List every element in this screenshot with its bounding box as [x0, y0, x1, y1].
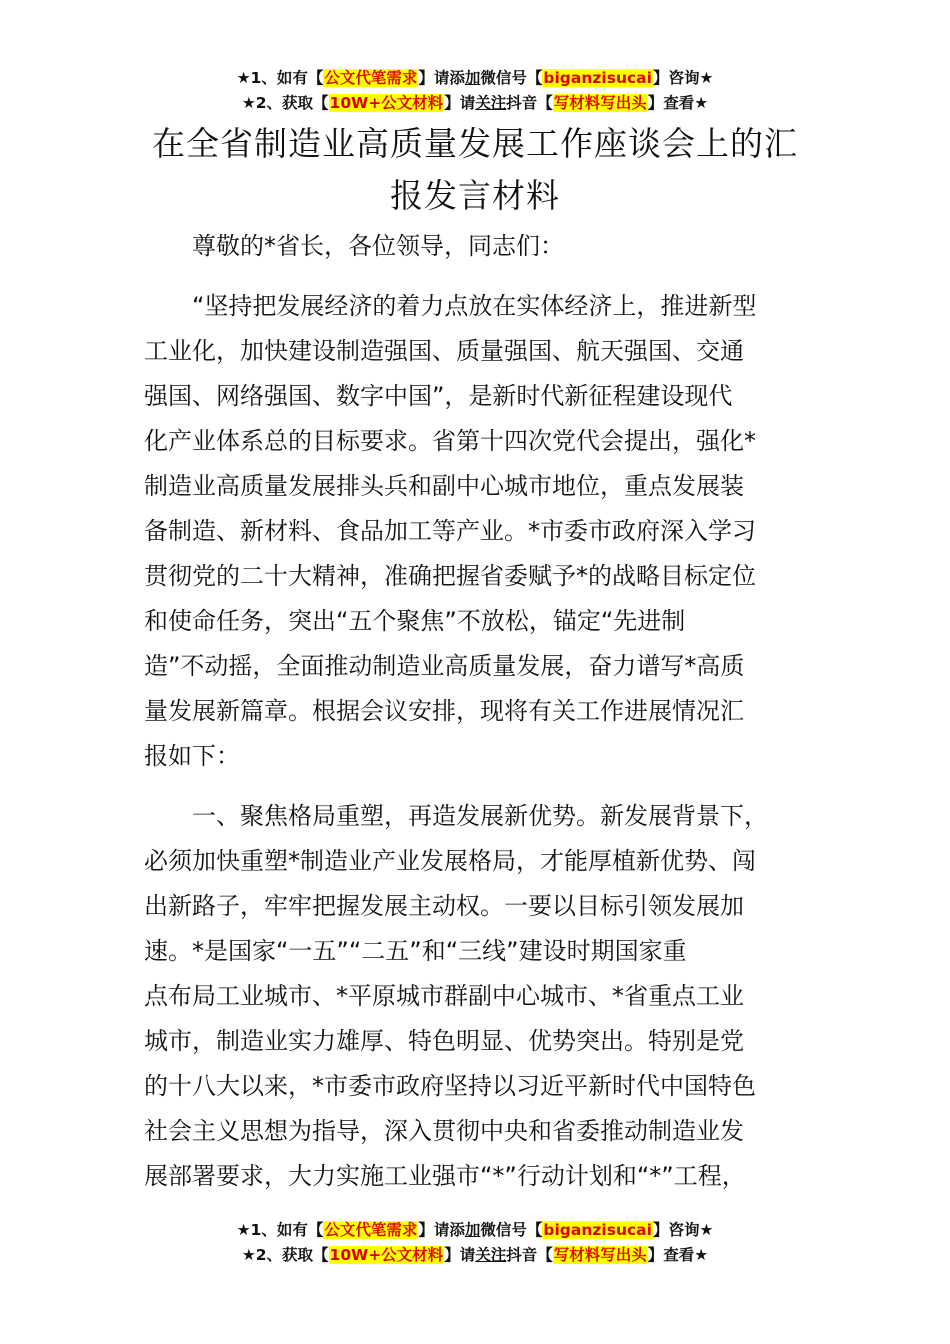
- text-line: 强国、网络强国、数字中国”，是新时代新征程建设现代: [144, 382, 733, 410]
- text-line: 制造业高质量发展排头兵和副中心城市地位，重点发展装: [144, 472, 744, 500]
- banner-text: 】咨询★: [652, 69, 714, 87]
- banner-line-1: [0, 66, 950, 91]
- paragraph: [144, 794, 814, 1199]
- banner-text: 抖音【: [506, 94, 553, 112]
- banner-text: 微信号【: [480, 69, 543, 87]
- title-line-1: 在全省制造业高质量发展工作座谈会上的汇: [152, 124, 798, 163]
- header-banner: [0, 66, 950, 116]
- banner-text: 】查看★: [647, 1246, 709, 1264]
- banner-text: ★1、如有【: [236, 69, 324, 87]
- footer-banner: [0, 1218, 950, 1268]
- text-line: 尊敬的*省长，各位领导，同志们：: [192, 232, 564, 260]
- banner-line-2: [0, 91, 950, 116]
- banner-line-1: [0, 1218, 950, 1243]
- banner-text: 】咨询★: [652, 1221, 714, 1239]
- banner-highlight: 公文代笔需求: [324, 1221, 418, 1239]
- text-line: 出新路子，牢牢把握发展主动权。一要以目标引领发展加: [144, 892, 744, 920]
- text-line: 城市，制造业实力雄厚、特色明显、优势突出。特别是党: [144, 1027, 744, 1055]
- banner-text: ★2、获取【: [241, 94, 329, 112]
- document-body: [144, 224, 814, 1214]
- banner-line-2: [0, 1243, 950, 1268]
- banner-text: 】查看★: [647, 94, 709, 112]
- banner-text: 】请: [444, 94, 476, 112]
- text-line: 一、聚焦格局重塑，再造发展新优势。新发展背景下，: [192, 802, 768, 830]
- banner-highlight: 10W+公文材料: [329, 94, 444, 112]
- banner-underlined-text: 关注: [475, 1246, 507, 1264]
- text-line: 工业化，加快建设制造强国、质量强国、航天强国、交通: [144, 337, 744, 365]
- paragraph: [144, 224, 814, 269]
- document-title: [120, 118, 830, 222]
- banner-underlined-text: 加: [464, 69, 481, 87]
- banner-highlight: 公文代笔需求: [324, 69, 418, 87]
- text-line: 社会主义思想为指导，深入贯彻中央和省委推动制造业发: [144, 1117, 744, 1145]
- paragraph: [144, 284, 814, 779]
- text-line: 量发展新篇章。根据会议安排，现将有关工作进展情况汇: [144, 697, 744, 725]
- text-line: 点布局工业城市、*平原城市群副中心城市、*省重点工业: [144, 982, 744, 1010]
- banner-text: ★1、如有【: [236, 1221, 324, 1239]
- text-line: 报如下：: [144, 742, 240, 770]
- text-line: 化产业体系总的目标要求。省第十四次党代会提出，强化*: [144, 427, 756, 455]
- banner-text: 】请: [444, 1246, 476, 1264]
- text-line: 展部署要求，大力实施工业强市“*”行动计划和“*”工程，: [144, 1162, 746, 1190]
- banner-underlined-text: 加: [464, 1221, 481, 1239]
- banner-highlight-douyin-id: 写材料写出头: [553, 94, 647, 112]
- banner-text: 】请添: [418, 69, 465, 87]
- banner-text: 】请添: [418, 1221, 465, 1239]
- banner-text: 微信号【: [480, 1221, 543, 1239]
- title-line-2: 报发言材料: [390, 176, 560, 215]
- text-line: 贯彻党的二十大精神，准确把握省委赋予*的战略目标定位: [144, 562, 756, 590]
- banner-highlight-douyin-id: 写材料写出头: [553, 1246, 647, 1264]
- banner-text: ★2、获取【: [241, 1246, 329, 1264]
- text-line: 速。*是国家“一五”“二五”和“三线”建设时期国家重: [144, 937, 687, 965]
- banner-underlined-text: 关注: [475, 94, 507, 112]
- text-line: 必须加快重塑*制造业产业发展格局，才能厚植新优势、闯: [144, 847, 756, 875]
- banner-highlight-wechat-id: biganzisucai: [543, 69, 652, 87]
- banner-highlight-wechat-id: biganzisucai: [543, 1221, 652, 1239]
- text-line: 的十八大以来，*市委市政府坚持以习近平新时代中国特色: [144, 1072, 756, 1100]
- text-line: 备制造、新材料、食品加工等产业。*市委市政府深入学习: [144, 517, 756, 545]
- text-line: 造”不动摇，全面推动制造业高质量发展，奋力谱写*高质: [144, 652, 745, 680]
- banner-highlight: 10W+公文材料: [329, 1246, 444, 1264]
- text-line: “坚持把发展经济的着力点放在实体经济上，推进新型: [192, 292, 757, 320]
- text-line: 和使命任务，突出“五个聚焦”不放松，锚定“先进制: [144, 607, 686, 635]
- banner-text: 抖音【: [506, 1246, 553, 1264]
